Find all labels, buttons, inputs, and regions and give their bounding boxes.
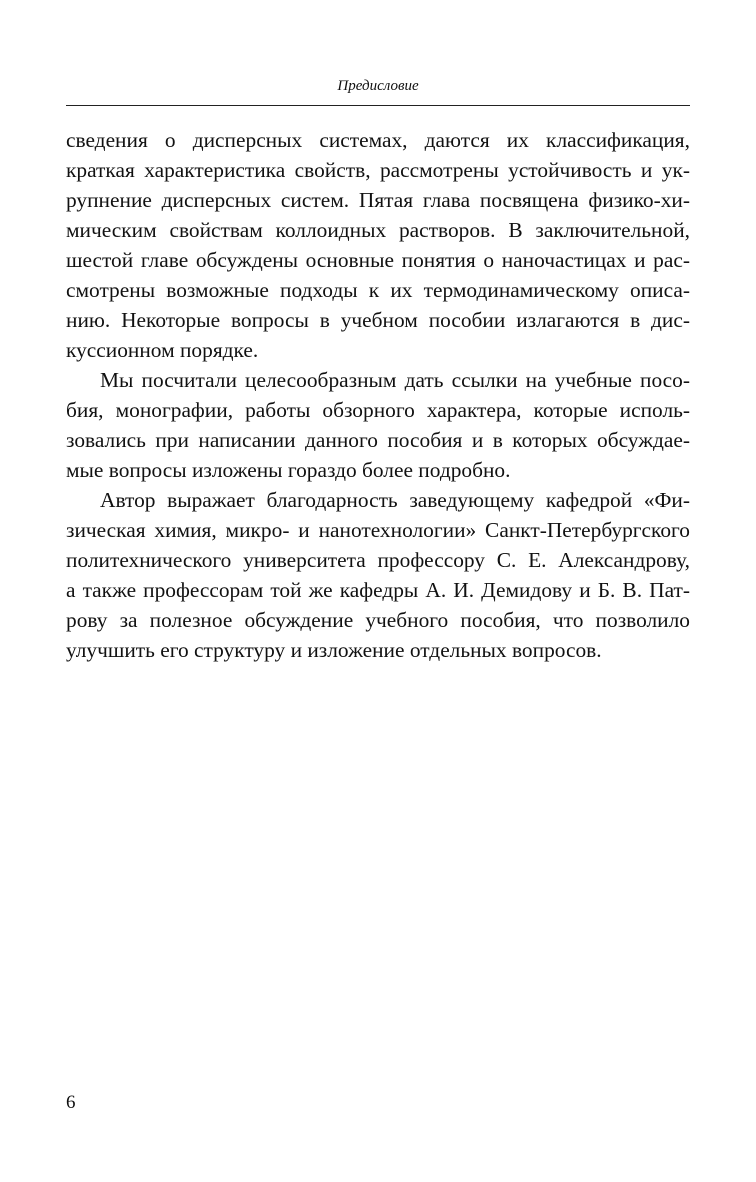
text-line: зовались при написании данного пособия и в которых обсуждае- <box>66 428 690 452</box>
text-line: рову за полезное обсуждение учебного пособия, что позволило <box>66 608 690 632</box>
text-line: Мы посчитали целесообразным дать ссылки на учебные посо- <box>100 368 690 392</box>
text-line: сведения о дисперсных системах, даются их классификация, <box>66 128 690 152</box>
text-line: мическим свойствам коллоидных растворов. В заключительной, <box>66 218 690 242</box>
text-line: политехнического университета профессору С. Е. Александрову, <box>66 548 690 572</box>
text-line: а также профессорам той же кафедры А. И. Демидову и Б. В. Пат- <box>66 578 690 602</box>
header-rule <box>66 105 690 106</box>
text-line: рупнение дисперсных систем. Пятая глава посвящена физико-хи- <box>66 188 690 212</box>
text-line: Автор выражает благодарность заведующему кафедрой «Фи- <box>100 488 690 512</box>
page-number: 6 <box>66 1092 76 1113</box>
text-line: куссионном порядке. <box>66 338 259 362</box>
text-line: краткая характеристика свойств, рассмотрены устойчивость и ук- <box>66 158 690 182</box>
text-line: улучшить его структуру и изложение отдельных вопросов. <box>66 638 602 662</box>
text-line: бия, монографии, работы обзорного характера, которые исполь- <box>66 398 690 422</box>
text-line: шестой главе обсуждены основные понятия о наночастицах и рас- <box>66 248 690 272</box>
text-line: нию. Некоторые вопросы в учебном пособии излагаются в дис- <box>66 308 690 332</box>
running-head-title: Предисловие <box>337 78 419 94</box>
text-line: мые вопросы изложены гораздо более подробно. <box>66 458 511 482</box>
text-line: зическая химия, микро- и нанотехнологии» Санкт-Петербургского <box>66 518 690 542</box>
text-line: смотрены возможные подходы к их термодинамическому описа- <box>66 278 690 302</box>
